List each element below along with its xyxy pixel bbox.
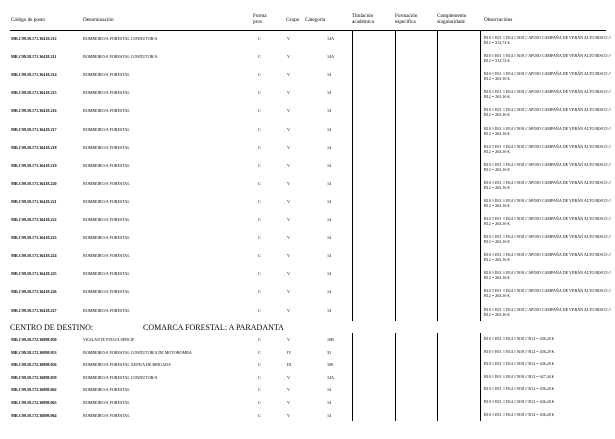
row-categoria: 14A <box>327 54 335 60</box>
centro-destino <box>10 323 610 333</box>
row-observacions: B10 // B11 // B14 // B18 // B12 = 436,20 €. <box>484 399 555 404</box>
row-grupo: V <box>287 374 290 380</box>
row-forma-prov: C <box>258 307 261 313</box>
row-denominacion: BOMBEIRO/A FORESTAL <box>83 198 130 204</box>
header-rule <box>10 30 606 31</box>
row-forma-prov: C <box>258 54 261 60</box>
table-row <box>0 161 615 178</box>
row-code: MR.C99.58.172.36898.062 <box>11 387 57 393</box>
row-categoria: 14 <box>327 180 332 186</box>
row-code: MR.C99.58.171.36418.217 <box>11 126 57 132</box>
row-grupo: V <box>287 271 290 277</box>
header-observacions: Observacións <box>484 17 513 23</box>
row-code: MR.C99.58.171.36418.214 <box>11 72 57 78</box>
row-observacions: B10 // B11 // B14 // B18 // B12 = 436,20 €. <box>484 336 555 341</box>
row-observacions: B10 // B11 // B14 // B18 // APOIO CAMPAÑA DE VERÁN ALTO RISCO // B12 = 263,16 €. <box>484 107 611 118</box>
row-forma-prov: C <box>258 374 261 380</box>
centro-destino-value: COMARCA FORESTAL: A PARADANTA <box>143 323 284 332</box>
centro-destino-label: CENTRO DE DESTINO: <box>10 323 94 332</box>
header-forma-prov: Forma prov. <box>253 13 267 25</box>
row-observacions: B10 // B11 // B14 // B18 // APOIO CAMPAÑA DE VERÁN ALTO RISCO // B12 = 263,16 €. <box>484 234 611 245</box>
row-categoria: 14 <box>327 72 332 78</box>
row-code: MR.C99.58.171.36418.222 <box>11 217 57 222</box>
row-code: MR.C99.58.171.36418.212 <box>11 36 57 41</box>
row-observacions: B10 // B11 // B14 // B18 // APOIO CAMPAÑA DE VERÁN ALTO RISCO // B12 = 263,16 €. <box>484 197 611 208</box>
row-categoria: 14 <box>327 271 332 277</box>
row-observacions: B10 // B11 // B14 // B18 // APOIO CAMPAÑA DE VERÁN ALTO RISCO // B12 = 263,16 €. <box>484 89 611 100</box>
row-observacions: B10 // B11 // B14 // B18 // APOIO CAMPAÑA DE VERÁN ALTO RISCO // B12 = 263,16 €. <box>484 252 611 263</box>
row-grupo: V <box>287 337 290 342</box>
row-categoria: 14A <box>327 374 335 380</box>
row-grupo: V <box>287 217 290 222</box>
row-denominacion: BOMBEIRO/A FORESTAL <box>83 253 130 259</box>
row-forma-prov: C <box>258 253 261 259</box>
table-row <box>0 411 615 428</box>
row-observacions: B10 // B11 // B14 // B18 // B12 = 436,20 €. <box>484 348 555 354</box>
row-forma-prov: C <box>258 400 261 405</box>
table-row <box>0 179 615 196</box>
row-denominacion: BOMBEIRO/A FORESTAL <box>83 180 130 186</box>
row-forma-prov: C <box>258 162 261 168</box>
row-grupo: V <box>287 235 290 241</box>
row-categoria: 14 <box>327 307 332 313</box>
row-forma-prov: C <box>258 349 261 355</box>
row-forma-prov: C <box>258 235 261 241</box>
row-denominacion: BOMBEIRO/A FORESTAL CONDUTOR/A <box>83 54 158 60</box>
table-row <box>0 125 615 142</box>
row-observacions: B10 // B11 // B14 // B18 // APOIO CAMPAÑA DE VERÁN ALTO RISCO // B12 = 263,16 €. <box>484 179 611 190</box>
row-code: MR.C99.58.171.36418.218 <box>11 144 57 150</box>
header-categoria: Categoría <box>305 17 326 23</box>
row-code: MR.C99.58.171.36418.215 <box>11 90 57 96</box>
row-denominacion: BOMBEIRO/A FORESTAL <box>83 307 130 313</box>
row-code: MR.C99.58.171.36418.220 <box>11 180 57 186</box>
row-forma-prov: C <box>258 387 261 393</box>
table-row <box>0 70 615 87</box>
row-code: MR.C99.58.171.36418.216 <box>11 108 57 114</box>
row-observacions: B10 // B11 // B14 // B18 // B12 = 436,20 €. <box>484 386 555 392</box>
row-denominacion: BOMBEIRO/A FORESTAL <box>83 162 130 168</box>
row-forma-prov: C <box>258 337 261 342</box>
table-row <box>0 287 615 304</box>
table-row <box>0 106 615 123</box>
row-observacions: B10 // B11 // B14 // B18 // APOIO CAMPAÑA DE VERÁN ALTO RISCO // B12 = 263,16 €. <box>484 143 611 154</box>
row-categoria: 14 <box>327 144 332 150</box>
row-observacions: B10 // B11 // B14 // B18 // APOIO CAMPAÑA DE VERÁN ALTO RISCO // B12 = 263,16 €. <box>484 71 611 82</box>
row-categoria: 14 <box>327 217 332 222</box>
table-row <box>0 233 615 250</box>
row-categoria: 100 <box>327 362 334 368</box>
row-denominacion: BOMBEIRO/A FORESTAL XEFE/A DE BRIGADA <box>83 362 171 368</box>
row-code: MR.C99.58.171.36418.225 <box>11 271 57 277</box>
row-grupo: V <box>287 108 290 114</box>
row-forma-prov: C <box>258 362 261 368</box>
row-forma-prov: C <box>258 90 261 96</box>
row-grupo: V <box>287 387 290 393</box>
row-code: MR.C99.58.172.36898.063 <box>11 400 57 405</box>
row-categoria: 14 <box>327 126 332 132</box>
row-code: MR.C99.58.172.36898.056 <box>11 362 57 368</box>
row-observacions: B10 // B11 // B14 // B18 // APOIO CAMPAÑA DE VERÁN ALTO RISCO // B12 = 312,72 €. <box>484 35 611 45</box>
row-denominacion: BOMBEIRO/A FORESTAL <box>83 108 130 114</box>
row-forma-prov: C <box>258 180 261 186</box>
row-grupo: V <box>287 400 290 405</box>
row-forma-prov: C <box>258 108 261 114</box>
row-denominacion: BOMBEIRO/A FORESTAL <box>83 271 130 277</box>
row-categoria: 10B <box>327 337 334 342</box>
row-forma-prov: C <box>258 36 261 41</box>
row-categoria: 14 <box>327 253 332 259</box>
row-categoria: 14 <box>327 90 332 96</box>
header-titulacion: Titulación académica <box>352 13 374 25</box>
header-complemento: Complemento singularidade <box>437 13 467 25</box>
row-observacions: B10 // B11 // B14 // B18 // APOIO CAMPAÑA DE VERÁN ALTO RISCO // B12 = 263,16 €. <box>484 270 611 281</box>
row-grupo: V <box>287 253 290 259</box>
row-grupo: V <box>287 307 290 313</box>
row-grupo: V <box>287 412 290 418</box>
table-row <box>0 269 615 286</box>
header-codigo: Código de posto <box>11 17 46 23</box>
row-forma-prov: C <box>258 289 261 295</box>
row-observacions: B10 // B11 // B14 // B18 // APOIO CAMPAÑA DE VERÁN ALTO RISCO // B12 = 263,16 €. <box>484 161 611 172</box>
row-observacions: B10 // B11 // B14 // B18 // B12 = 436,20 €. <box>484 411 555 417</box>
row-denominacion: BOMBEIRO/A FORESTAL <box>83 217 130 222</box>
row-code: MR.C99.58.172.36898.059 <box>11 374 57 380</box>
row-code: MR.C99.58.171.36418.223 <box>11 235 57 241</box>
row-observacions: B10 // B11 // B14 // B18 // APOIO CAMPAÑA DE VERÁN ALTO RISCO // B12 = 312,72 €. <box>484 53 611 64</box>
row-denominacion: VIGILANTE FIXO/A SPDCIF <box>83 337 135 342</box>
row-grupo: V <box>287 54 290 60</box>
row-forma-prov: C <box>258 412 261 418</box>
row-forma-prov: C <box>258 217 261 222</box>
row-categoria: 33 <box>327 349 332 355</box>
row-grupo: V <box>287 162 290 168</box>
row-denominacion: BOMBEIRO/A FORESTAL <box>83 144 130 150</box>
row-grupo: III <box>287 362 292 368</box>
table-row <box>0 143 615 160</box>
row-code: MR.C99.58.171.36418.226 <box>11 289 57 295</box>
row-denominacion: BOMBEIRO/A FORESTAL CONDUTOR/A <box>83 36 158 41</box>
table-row <box>0 215 615 232</box>
row-categoria: 14 <box>327 108 332 114</box>
row-grupo: V <box>287 90 290 96</box>
row-code: MR.C99.58.171.36418.219 <box>11 162 57 168</box>
row-code: MR.C99.58.171.36418.221 <box>11 198 57 204</box>
row-categoria: 14 <box>327 400 332 405</box>
table-row <box>0 88 615 105</box>
row-denominacion: BOMBEIRO/A FORESTAL <box>83 289 130 295</box>
table-row <box>0 197 615 214</box>
row-categoria: 14 <box>327 235 332 241</box>
row-code: MR.C99.58.172.36898.053 <box>11 349 57 355</box>
row-grupo: V <box>287 36 290 41</box>
row-observacions: B10 // B11 // B14 // B18 // APOIO CAMPAÑA DE VERÁN ALTO RISCO // B12 = 263,16 €. <box>484 288 611 299</box>
row-observacions: B10 // B11 // B14 // B18 // APOIO CAMPAÑA DE VERÁN ALTO RISCO // B12 = 263,16 €. <box>484 216 611 226</box>
row-forma-prov: C <box>258 126 261 132</box>
row-grupo: V <box>287 180 290 186</box>
row-categoria: 14 <box>327 412 332 418</box>
table-row <box>0 306 615 323</box>
row-forma-prov: C <box>258 198 261 204</box>
row-code: MR.C99.58.172.36898.064 <box>11 412 57 418</box>
row-categoria: 14 <box>327 198 332 204</box>
header-denominacion: Denominación <box>83 17 114 23</box>
row-denominacion: BOMBEIRO/A FORESTAL <box>83 387 130 393</box>
row-denominacion: BOMBEIRO/A FORESTAL <box>83 126 130 132</box>
row-grupo: V <box>287 198 290 204</box>
row-observacions: B10 // B11 // B14 // B18 // B12 = 627,44 €. <box>484 373 555 379</box>
row-denominacion: BOMBEIRO/A FORESTAL <box>83 400 130 405</box>
row-categoria: 14 <box>327 289 332 295</box>
row-code: MR.C99.58.171.36418.224 <box>11 253 57 259</box>
row-denominacion: BOMBEIRO/A FORESTAL CONDUTOR/A <box>83 374 158 380</box>
row-code: MR.C99.58.171.36418.211 <box>11 54 57 60</box>
row-code: MR.C99.58.172.36898.050 <box>11 337 57 342</box>
row-observacions: B10 // B11 // B14 // B18 // APOIO CAMPAÑA DE VERÁN ALTO RISCO // B12 = 263,16 €. <box>484 125 611 136</box>
table-row <box>0 34 615 51</box>
table-header <box>0 0 615 30</box>
row-grupo: IV <box>287 349 292 355</box>
row-forma-prov: C <box>258 72 261 78</box>
header-grupo: Grupo <box>286 17 300 23</box>
row-observacions: B10 // B11 // B14 // B18 // B12 = 436,20 €. <box>484 361 555 367</box>
row-observacions: B10 // B11 // B14 // B18 // APOIO CAMPAÑA DE VERÁN ALTO RISCO // B12 = 263,16 €. <box>484 306 611 317</box>
row-categoria: 14 <box>327 387 332 393</box>
row-forma-prov: C <box>258 144 261 150</box>
row-grupo: V <box>287 289 290 295</box>
row-denominacion: BOMBEIRO/A FORESTAL CONDUTOR/A DE MOTOBOMBA <box>83 349 192 355</box>
row-forma-prov: C <box>258 271 261 277</box>
row-denominacion: BOMBEIRO/A FORESTAL <box>83 412 130 418</box>
row-categoria: 14 <box>327 162 332 168</box>
row-code: MR.C99.58.171.36418.227 <box>11 307 57 313</box>
table-row <box>0 251 615 268</box>
row-denominacion: BOMBEIRO/A FORESTAL <box>83 72 130 78</box>
row-categoria: 14A <box>327 36 335 41</box>
row-denominacion: BOMBEIRO/A FORESTAL <box>83 90 130 96</box>
header-formacion: Formación específica <box>395 13 418 25</box>
row-grupo: V <box>287 144 290 150</box>
row-grupo: V <box>287 72 290 78</box>
row-denominacion: BOMBEIRO/A FORESTAL <box>83 235 130 241</box>
row-grupo: V <box>287 126 290 132</box>
table-row <box>0 52 615 69</box>
